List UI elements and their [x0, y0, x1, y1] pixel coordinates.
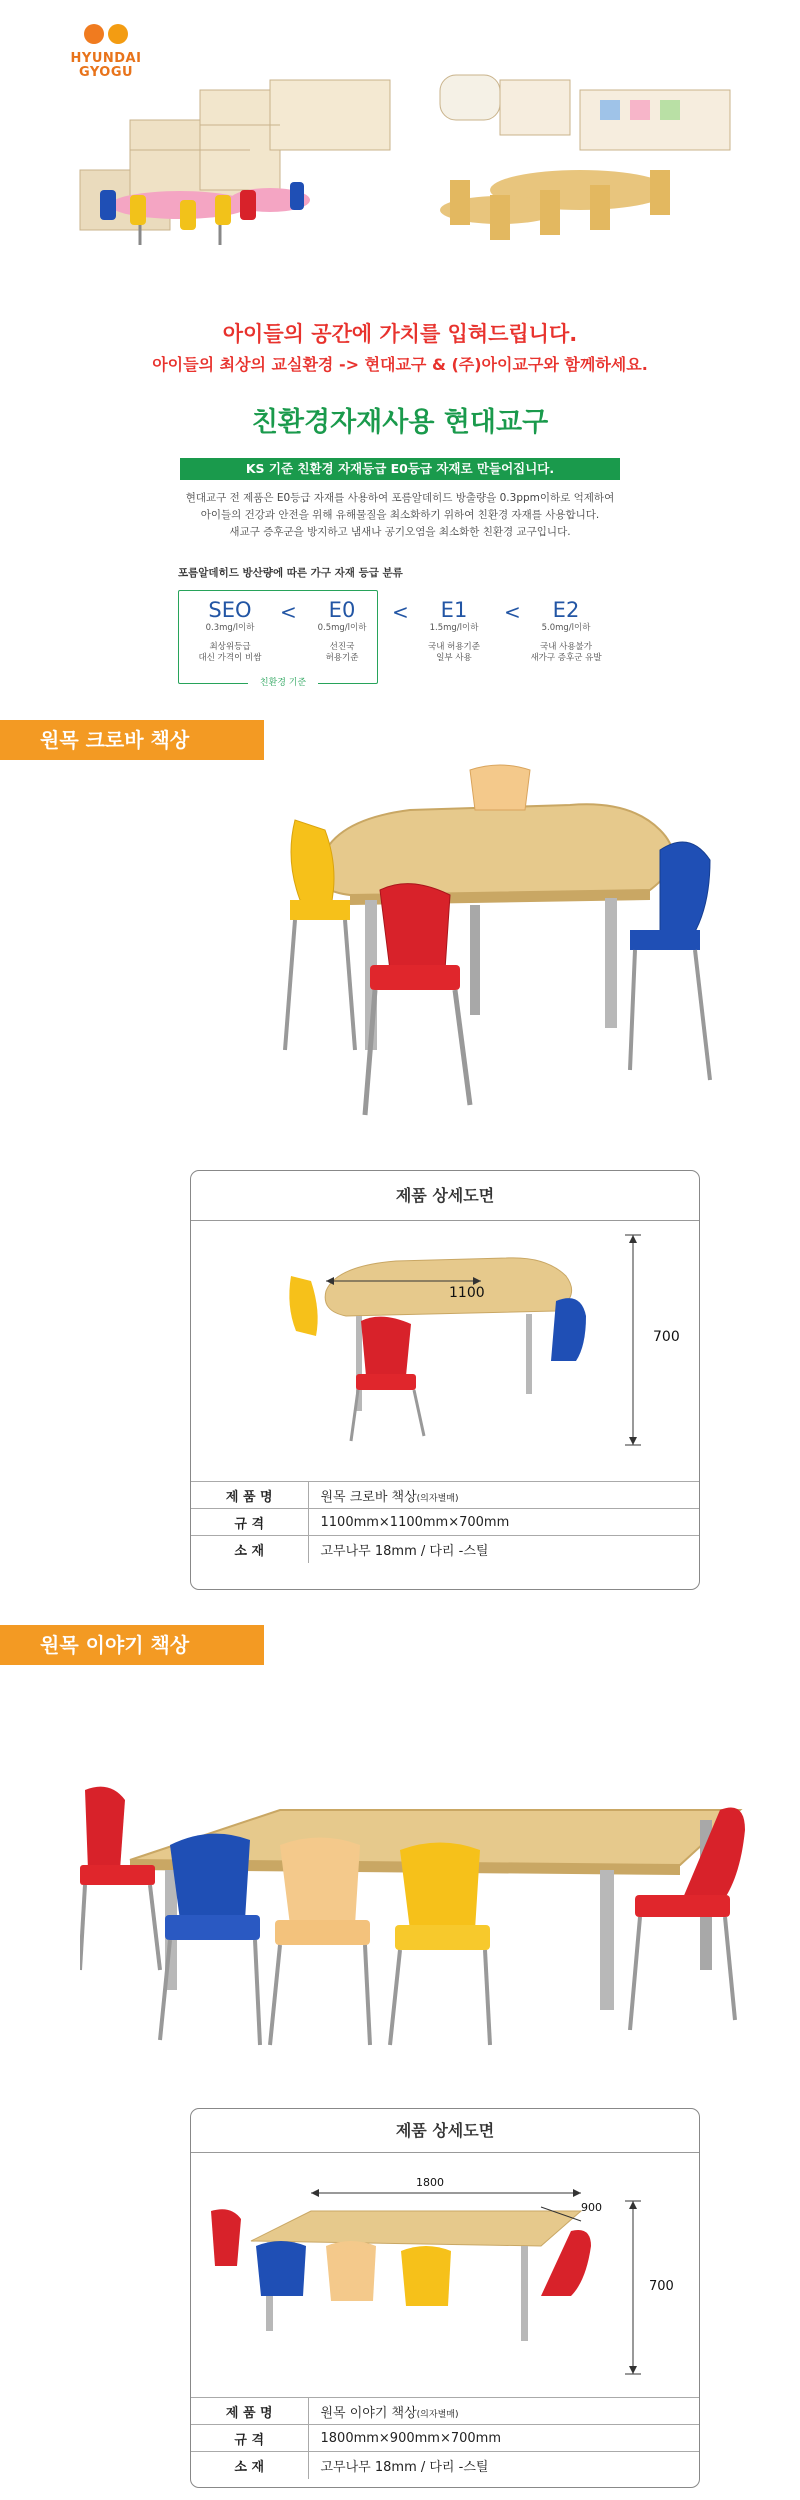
- spec-key: 제 품 명: [191, 1482, 308, 1509]
- dimension-height: 700: [649, 2279, 674, 2294]
- eco-desc-line: 아이들의 건강과 안전을 위해 유해물질을 최소화하기 위하여 친환경 자재를 사용합니다.: [200, 509, 600, 521]
- story-desk-photo: [80, 1720, 750, 2050]
- eco-standard-label: 친환경 기준: [248, 675, 318, 688]
- height-dimension-icon: [621, 1233, 645, 1448]
- grade-desc: 선진국: [329, 642, 355, 652]
- detail-title: 제품 상세도면: [191, 1171, 699, 1221]
- less-than-icon: <: [504, 600, 521, 624]
- grade-value: 0.3mg/l이하: [205, 623, 255, 633]
- grade-desc: 일부 사용: [436, 653, 472, 663]
- table-row: [191, 2452, 699, 2479]
- kids-logo-icon: [82, 22, 130, 50]
- detail-panel-clover: [190, 1170, 700, 1590]
- grade-name: SEO: [208, 598, 252, 622]
- classroom-furniture-hero-image: [60, 60, 750, 300]
- table-row: [191, 2398, 699, 2425]
- grade-value: 1.5mg/l이하: [429, 623, 479, 633]
- spec-table: [191, 2397, 699, 2479]
- grade-e0: [292, 598, 392, 664]
- grade-seo: [180, 598, 280, 664]
- brand-name-line2: GYOGU: [78, 65, 134, 80]
- dimension-height: 700: [653, 1329, 680, 1345]
- table-row: [191, 2425, 699, 2452]
- spec-value: 원목 이야기 책상(의자별매): [308, 2398, 699, 2425]
- less-than-icon: <: [280, 600, 297, 624]
- spec-key: 소 재: [191, 1536, 308, 1563]
- main-tagline: 아이들의 공간에 가치를 입혀드립니다.: [222, 322, 578, 346]
- grade-desc: 국내 허용기준: [428, 642, 480, 652]
- grade-caption: 포름알데히드 방산량에 따른 가구 자재 등급 분류: [178, 567, 403, 579]
- section-title-clover-desk: 원목 크로바 책상: [0, 720, 264, 760]
- spec-key: 규 격: [191, 1509, 308, 1536]
- spec-note: (의자별매): [416, 1493, 459, 1504]
- grade-value: 0.5mg/l이하: [317, 623, 367, 633]
- grade-name: E1: [440, 598, 468, 622]
- spec-key: 제 품 명: [191, 2398, 308, 2425]
- sub-tagline: 아이들의 최상의 교실환경 -> 현대교구 & (주)아이교구와 함께하세요.: [152, 355, 648, 374]
- table-row: [191, 1536, 699, 1563]
- detail-panel-story: [190, 2108, 700, 2488]
- grade-name: E2: [552, 598, 580, 622]
- grade-e1: [404, 598, 504, 664]
- grade-desc: 새가구 증후군 유발: [530, 653, 602, 663]
- eco-desc-line: 새교구 증후군을 방지하고 냄새나 공기오염을 최소화한 친환경 교구입니다.: [229, 526, 571, 538]
- table-row: [191, 1509, 699, 1536]
- grade-desc: 국내 사용불가: [540, 642, 592, 652]
- eco-title: 친환경자재사용 현대교구: [251, 407, 549, 438]
- spec-key: 규 격: [191, 2425, 308, 2452]
- table-row: [191, 1482, 699, 1509]
- eco-desc-line: 현대교구 전 제품은 E0등급 자재를 사용하여 포름알데히드 방출량을 0.3ppm이하로 억제하여: [185, 492, 615, 504]
- grade-desc: 최상위등급: [209, 642, 251, 652]
- spec-value: 1100mm×1100mm×700mm: [308, 1509, 699, 1536]
- clover-desk-diagram: [286, 1236, 606, 1446]
- spec-note: (의자별매): [416, 2409, 459, 2420]
- grade-desc: 허용기준: [325, 653, 359, 663]
- spec-value: 고무나무 18mm / 다리 -스틸: [308, 1536, 699, 1563]
- dimension-width: 1100: [449, 1285, 485, 1301]
- height-dimension-icon: [621, 2199, 645, 2377]
- dimension-depth: 900: [581, 2201, 602, 2214]
- less-than-icon: <: [392, 600, 409, 624]
- eco-banner: KS 기준 친환경 자재등급 E0등급 자재로 만들어집니다.: [180, 458, 620, 480]
- grade-desc: 대신 가격이 비쌈: [198, 653, 262, 663]
- grade-value: 5.0mg/l이하: [541, 623, 591, 633]
- section-title-story-desk: 원목 이야기 책상: [0, 1625, 264, 1665]
- spec-table: [191, 1481, 699, 1563]
- spec-value: 원목 크로바 책상(의자별매): [308, 1482, 699, 1509]
- spec-value: 고무나무 18mm / 다리 -스틸: [308, 2452, 699, 2479]
- dimension-width: 1800: [416, 2176, 444, 2189]
- spec-key: 소 재: [191, 2452, 308, 2479]
- brand-name-line1: HYUNDAI: [70, 51, 142, 66]
- clover-desk-photo: [270, 760, 740, 1130]
- grade-name: E0: [328, 598, 356, 622]
- spec-value: 1800mm×900mm×700mm: [308, 2425, 699, 2452]
- eco-description: [130, 490, 670, 541]
- detail-title: 제품 상세도면: [191, 2109, 699, 2153]
- grade-e2: [516, 598, 616, 664]
